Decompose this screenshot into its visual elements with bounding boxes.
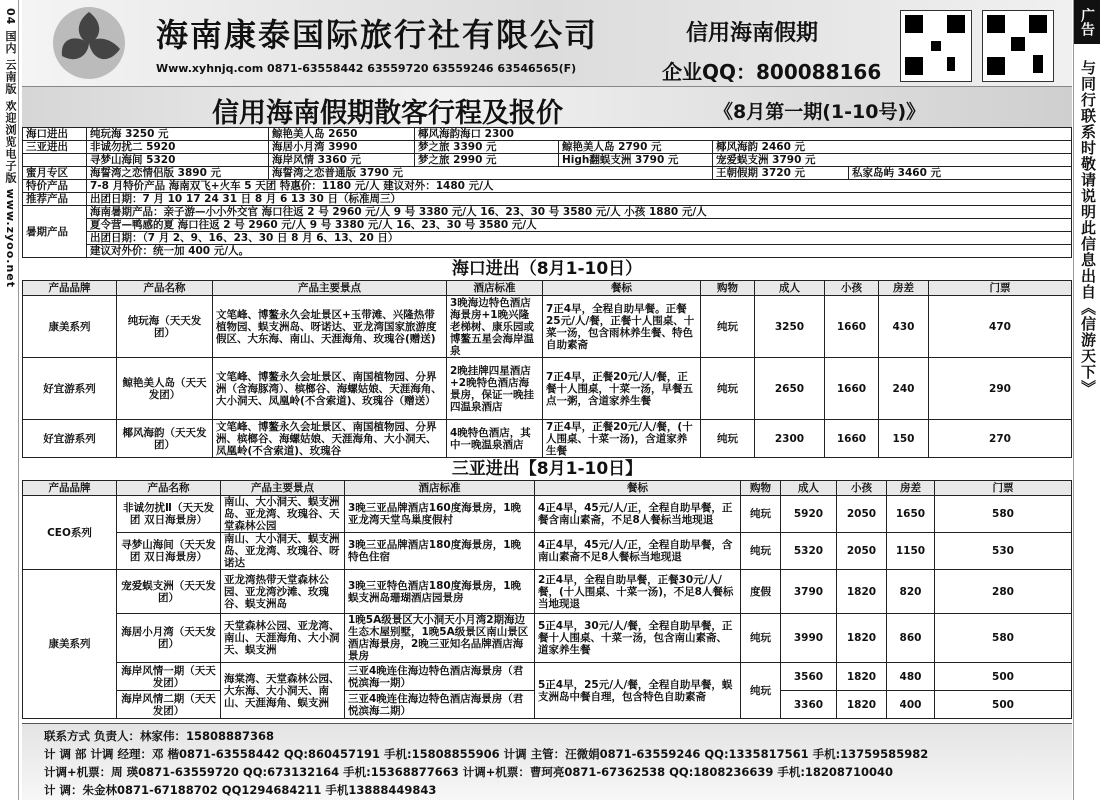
room-diff-cell: 820 — [887, 570, 935, 614]
product-cell: 鲸艳美人岛（天天发团） — [117, 358, 213, 420]
shopping-cell: 纯玩 — [741, 614, 781, 663]
shopping-cell: 纯玩 — [741, 533, 781, 570]
summary-cell: 出团日期：（7 月 2、9、16、23、30 日 8 月 6、13、20 日） — [87, 232, 1072, 245]
summary-cell: 鲸艳美人岛 2790 元 — [559, 141, 713, 154]
summary-cell: 建议对外价：统一加 400 元/人。 — [87, 245, 1072, 258]
ticket-cell: 580 — [935, 614, 1072, 663]
summary-cell: 三亚进出 — [23, 141, 87, 154]
table-row — [23, 663, 1072, 691]
qr-code-icon — [900, 10, 972, 82]
table-header-row — [23, 481, 1072, 496]
column-header: 成人 — [781, 481, 837, 496]
meal-cell: 5正4早，30元/人/餐，全程自助早餐，正餐十人围桌、十菜一汤，包含南山素斋、道家养生餐 — [535, 614, 741, 663]
column-header: 产品品牌 — [23, 281, 117, 296]
shopping-cell: 纯玩 — [741, 663, 781, 719]
hotel-cell: 三亚4晚连住海边特色酒店海景房（君悦滨海二期） — [345, 691, 535, 719]
adult-price-cell: 3360 — [781, 691, 837, 719]
column-header: 产品品牌 — [23, 481, 117, 496]
summary-cell: 暑期产品 — [23, 206, 87, 258]
table-row — [23, 296, 1072, 358]
issue-period: 《8月第一期(1-10号)》 — [714, 101, 926, 123]
column-header: 餐标 — [535, 481, 741, 496]
attractions-cell: 文笔峰、博鳌永久会址景区+玉带滩、兴隆热带植物园、蜈支洲岛、呀诺达、亚龙湾国家旅游度假区、大东海、南山、天涯海角、玫瑰谷(赠送) — [213, 296, 447, 358]
child-price-cell: 2050 — [837, 496, 887, 533]
adult-price-cell: 2650 — [755, 358, 825, 420]
product-cell: 海居小月湾（天天发团） — [117, 614, 221, 663]
room-diff-cell: 1150 — [887, 533, 935, 570]
summary-cell: 宠爱蜈支洲 3790 元 — [713, 154, 1072, 167]
summary-row — [23, 154, 1072, 167]
summary-cell: 7-8 月特价产品 海南双飞+火车 5 天团 特惠价：1180 元/人 建议对外：1480 元/人 — [87, 180, 1072, 193]
ad-tag: 广告 — [1074, 0, 1100, 44]
summary-cell — [23, 154, 87, 167]
summary-cell: 椰风海韵海口 2300 — [415, 128, 1072, 141]
footer-line: 计 调：朱金林0871-67188702 QQ1294684211 手机13888449843 — [44, 783, 437, 797]
column-header: 产品主要景点 — [221, 481, 345, 496]
child-price-cell: 1820 — [837, 570, 887, 614]
summary-cell: 梦之旅 3390 元 — [415, 141, 559, 154]
ticket-cell: 530 — [935, 533, 1072, 570]
ticket-cell: 290 — [929, 358, 1072, 420]
adult-price-cell: 3790 — [781, 570, 837, 614]
column-header: 门票 — [935, 481, 1072, 496]
product-cell: 海岸风情一期（天天发团） — [117, 663, 221, 691]
summary-cell: 海口进出 — [23, 128, 87, 141]
summary-cell: 非诚勿扰二 5920 — [87, 141, 269, 154]
left-strip-text: 04 国内 云南版 欢迎浏览电子版 www.zyoo.net — [4, 8, 17, 289]
footer-line: 联系方式 负责人：林家伟：15808887368 — [44, 729, 275, 743]
summary-cell: 梦之旅 2990 元 — [415, 154, 559, 167]
child-price-cell: 1660 — [825, 296, 879, 358]
summary-row — [23, 245, 1072, 258]
shopping-cell: 纯玩 — [701, 296, 755, 358]
summary-cell: 椰风海韵 2460 元 — [713, 141, 1072, 154]
hotel-cell: 3晚三亚品牌酒店160度海景房，1晚亚龙湾天堂鸟巢度假村 — [345, 496, 535, 533]
summary-cell: 海誓湾之恋普通版 3790 元 — [269, 167, 713, 180]
attractions-cell: 文笔峰、博鳌永久会址景区、南国植物园、分界洲、槟榔谷、海螺姑娘、天涯海角、大小洞天、凤凰岭(不含索道)、玫瑰谷 — [213, 420, 447, 458]
attractions-cell: 海棠湾、天堂森林公园、大东海、大小洞天、南山、天涯海角、蜈支洲 — [221, 663, 345, 719]
column-header: 房差 — [879, 281, 929, 296]
sanya-table — [22, 480, 1072, 719]
column-header: 酒店标准 — [447, 281, 543, 296]
shopping-cell: 度假 — [741, 570, 781, 614]
header — [22, 0, 1072, 87]
shopping-cell: 纯玩 — [701, 358, 755, 420]
ticket-cell: 580 — [935, 496, 1072, 533]
summary-cell: 夏令营—鸭感的夏 海口往返 2 号 2960 元/人 9 号 3380 元/人 16、23、30 号 3580 元/人 — [87, 219, 1072, 232]
ticket-cell: 500 — [935, 691, 1072, 719]
meal-cell: 7正4早，全程自助早餐。正餐25元/人/餐，正餐十人围桌、十菜一汤，包含雨林养生餐、特色自助素斋 — [543, 296, 701, 358]
attractions-cell: 南山、大小洞天、蜈支洲岛、亚龙湾、玫瑰谷、天堂森林公园 — [221, 496, 345, 533]
summary-cell: 特价产品 — [23, 180, 87, 193]
summary-cell: 海誓湾之恋情侣版 3890 元 — [87, 167, 269, 180]
haikou-section-title: 海口进出（8月1-10日） — [451, 259, 643, 279]
table-row — [23, 614, 1072, 663]
meal-cell: 4正4早，45元/人/正，全程自助早餐，含南山素斋不足8人餐标当地现退 — [535, 533, 741, 570]
adult-price-cell: 5320 — [781, 533, 837, 570]
ticket-cell: 280 — [935, 570, 1072, 614]
summary-cell: 私家岛屿 3460 元 — [849, 167, 1072, 180]
summary-cell: 鲸艳美人岛 2650 — [269, 128, 415, 141]
room-diff-cell: 860 — [887, 614, 935, 663]
column-header: 酒店标准 — [345, 481, 535, 496]
column-header: 产品名称 — [117, 481, 221, 496]
meal-cell: 4正4早，45元/人/正，全程自助早餐，正餐含南山素斋，不足8人餐标当地现退 — [535, 496, 741, 533]
summary-cell: 海南暑期产品：亲子游—小小外交官 海口往返 2 号 2960 元/人 9 号 3380 元/人 16、23、30 号 3580 元/人 小孩 1880 元/人 — [87, 206, 1072, 219]
summary-table — [22, 127, 1072, 258]
column-header: 购物 — [701, 281, 755, 296]
hotel-cell: 4晚特色酒店，其中一晚温泉酒店 — [447, 420, 543, 458]
slogan: 信用海南假期 — [686, 21, 819, 46]
room-diff-cell: 240 — [879, 358, 929, 420]
room-diff-cell: 480 — [887, 663, 935, 691]
child-price-cell: 2050 — [837, 533, 887, 570]
summary-cell: 海居小月湾 3990 — [269, 141, 415, 154]
summary-row — [23, 180, 1072, 193]
ticket-cell: 270 — [929, 420, 1072, 458]
product-cell: 寻梦山海间（天天发团 双日海景房） — [117, 533, 221, 570]
table-row — [23, 420, 1072, 458]
page-title: 信用海南假期散客行程及报价 — [212, 98, 563, 129]
product-cell: 非诚勿扰Ⅱ（天天发团 双日海景房） — [117, 496, 221, 533]
attractions-cell: 文笔峰、博鳌永久会址景区、南国植物园、分界洲（含海豚湾）、槟榔谷、海螺姑娘、天涯海角、大小洞天、凤凰岭(不含索道)、玫瑰谷（赠送） — [213, 358, 447, 420]
adult-price-cell: 3990 — [781, 614, 837, 663]
product-cell: 椰风海韵（天天发团） — [117, 420, 213, 458]
summary-cell: 海岸风情 3360 元 — [269, 154, 415, 167]
table-header-row — [23, 281, 1072, 296]
summary-cell: 王朝假期 3720 元 — [713, 167, 849, 180]
brand-cell: CEO系列 — [23, 496, 117, 570]
column-header: 餐标 — [543, 281, 701, 296]
source-note: 与同行联系时敬请说明此信息出自《信游天下》 — [1079, 60, 1097, 396]
table-row — [23, 570, 1072, 614]
adult-price-cell: 2300 — [755, 420, 825, 458]
room-diff-cell: 400 — [887, 691, 935, 719]
meal-cell: 7正4早，正餐20元/人/餐，(十人围桌、十菜一汤)，含道家养生餐 — [543, 420, 701, 458]
hotel-cell: 3晚三亚特色酒店180度海景房，1晚蜈支洲岛珊瑚酒店园景房 — [345, 570, 535, 614]
meal-cell: 2正4早，全程自助早餐，正餐30元/人/餐，(十人围桌、十菜一汤)，不足8人餐标当地现退 — [535, 570, 741, 614]
ticket-cell: 470 — [929, 296, 1072, 358]
meal-cell: 5正4早，25元/人/餐，全程自助早餐，蜈支洲岛中餐自理，包含特色自助素斋 — [535, 663, 741, 719]
column-header: 小孩 — [825, 281, 879, 296]
column-header: 产品主要景点 — [213, 281, 447, 296]
table-row — [23, 533, 1072, 570]
contact-footer — [22, 723, 1072, 800]
summary-row — [23, 193, 1072, 206]
hotel-cell: 3晚海边特色酒店海景房+1晚兴隆老梯树、康乐园或博鳌五星会海岸温泉 — [447, 296, 543, 358]
column-header: 产品名称 — [117, 281, 213, 296]
attractions-cell: 亚龙湾热带天堂森林公园、亚龙湾沙滩、玫瑰谷、蜈支洲岛 — [221, 570, 345, 614]
hotel-cell: 2晚挂牌四星酒店+2晚特色酒店海景房，保证一晚挂四温泉酒店 — [447, 358, 543, 420]
left-edge-strip — [0, 0, 19, 800]
company-contact: Www.xyhnjq.com 0871-63558442 63559720 63559246 63546565(F) — [156, 62, 577, 75]
summary-row — [23, 141, 1072, 154]
title-banner — [22, 87, 1072, 127]
summary-cell: 蜜月专区 — [23, 167, 87, 180]
child-price-cell: 1820 — [837, 663, 887, 691]
summary-cell: 出团日期：7 月 10 17 24 31 日 8 月 6 13 30 日（标准周三） — [87, 193, 1072, 206]
child-price-cell: 1660 — [825, 420, 879, 458]
column-header: 小孩 — [837, 481, 887, 496]
summary-row — [23, 167, 1072, 180]
room-diff-cell: 150 — [879, 420, 929, 458]
qr-code-icon — [982, 10, 1054, 82]
hotel-cell: 三亚4晚连住海边特色酒店海景房（君悦滨海一期） — [345, 663, 535, 691]
adult-price-cell: 3250 — [755, 296, 825, 358]
right-edge-strip — [1073, 0, 1100, 800]
hotel-cell: 3晚三亚品牌酒店180度海景房，1晚特色住宿 — [345, 533, 535, 570]
child-price-cell: 1820 — [837, 614, 887, 663]
summary-cell: 纯玩海 3250 元 — [87, 128, 269, 141]
haikou-table — [22, 280, 1072, 458]
product-cell: 海岸风情二期（天天发团） — [117, 691, 221, 719]
summary-cell: 寻梦山海间 5320 — [87, 154, 269, 167]
table-row — [23, 358, 1072, 420]
company-logo-icon — [50, 4, 128, 82]
advert-page — [22, 0, 1072, 800]
ticket-cell: 500 — [935, 663, 1072, 691]
column-header: 成人 — [755, 281, 825, 296]
column-header: 购物 — [741, 481, 781, 496]
company-name: 海南康泰国际旅行社有限公司 — [156, 16, 599, 54]
summary-cell: 推荐产品 — [23, 193, 87, 206]
summary-row — [23, 232, 1072, 245]
summary-row — [23, 219, 1072, 232]
summary-cell: High翻蜈支洲 3790 元 — [559, 154, 713, 167]
shopping-cell: 纯玩 — [741, 496, 781, 533]
brand-cell: 好宜游系列 — [23, 420, 117, 458]
room-diff-cell: 430 — [879, 296, 929, 358]
product-cell: 纯玩海（天天发团） — [117, 296, 213, 358]
adult-price-cell: 3560 — [781, 663, 837, 691]
room-diff-cell: 1650 — [887, 496, 935, 533]
meal-cell: 7正4早，正餐20元/人/餐，正餐十人围桌，十菜一汤，早餐五点一粥，含道家养生餐 — [543, 358, 701, 420]
attractions-cell: 天堂森林公园、亚龙湾、南山、天涯海角、大小洞天、蜈支洲 — [221, 614, 345, 663]
footer-line: 计调+机票：周 瑛0871-63559720 QQ:673132164 手机:15368877663 计调+机票：曹珂亮0871-67362538 QQ:1808236639 手机:18208710040 — [44, 765, 893, 779]
sanya-section-title: 三亚进出【8月1-10日】 — [451, 459, 643, 479]
footer-line: 计 调 部 计调 经理：邓 楷0871-63558442 QQ:860457191 手机:15808855906 计调 主管：汪微娟0871-63559246 QQ:1335817561 手机:13759585982 — [44, 747, 929, 761]
product-cell: 宠爱蜈支洲（天天发团） — [117, 570, 221, 614]
column-header: 房差 — [887, 481, 935, 496]
company-qq: 企业QQ：800088166 — [662, 60, 882, 84]
brand-cell: 好宜游系列 — [23, 358, 117, 420]
table-row — [23, 496, 1072, 533]
hotel-cell: 1晚5A级景区大小洞天小月湾2期海边生态木屋别墅，1晚5A级景区南山景区酒店海景房，2晚三亚知名品牌酒店海景房 — [345, 614, 535, 663]
shopping-cell: 纯玩 — [701, 420, 755, 458]
brand-cell: 康美系列 — [23, 570, 117, 719]
adult-price-cell: 5920 — [781, 496, 837, 533]
brand-cell: 康美系列 — [23, 296, 117, 358]
summary-row — [23, 206, 1072, 219]
child-price-cell: 1660 — [825, 358, 879, 420]
attractions-cell: 南山、大小洞天、蜈支洲岛、亚龙湾、玫瑰谷、呀诺达 — [221, 533, 345, 570]
column-header: 门票 — [929, 281, 1072, 296]
child-price-cell: 1820 — [837, 691, 887, 719]
